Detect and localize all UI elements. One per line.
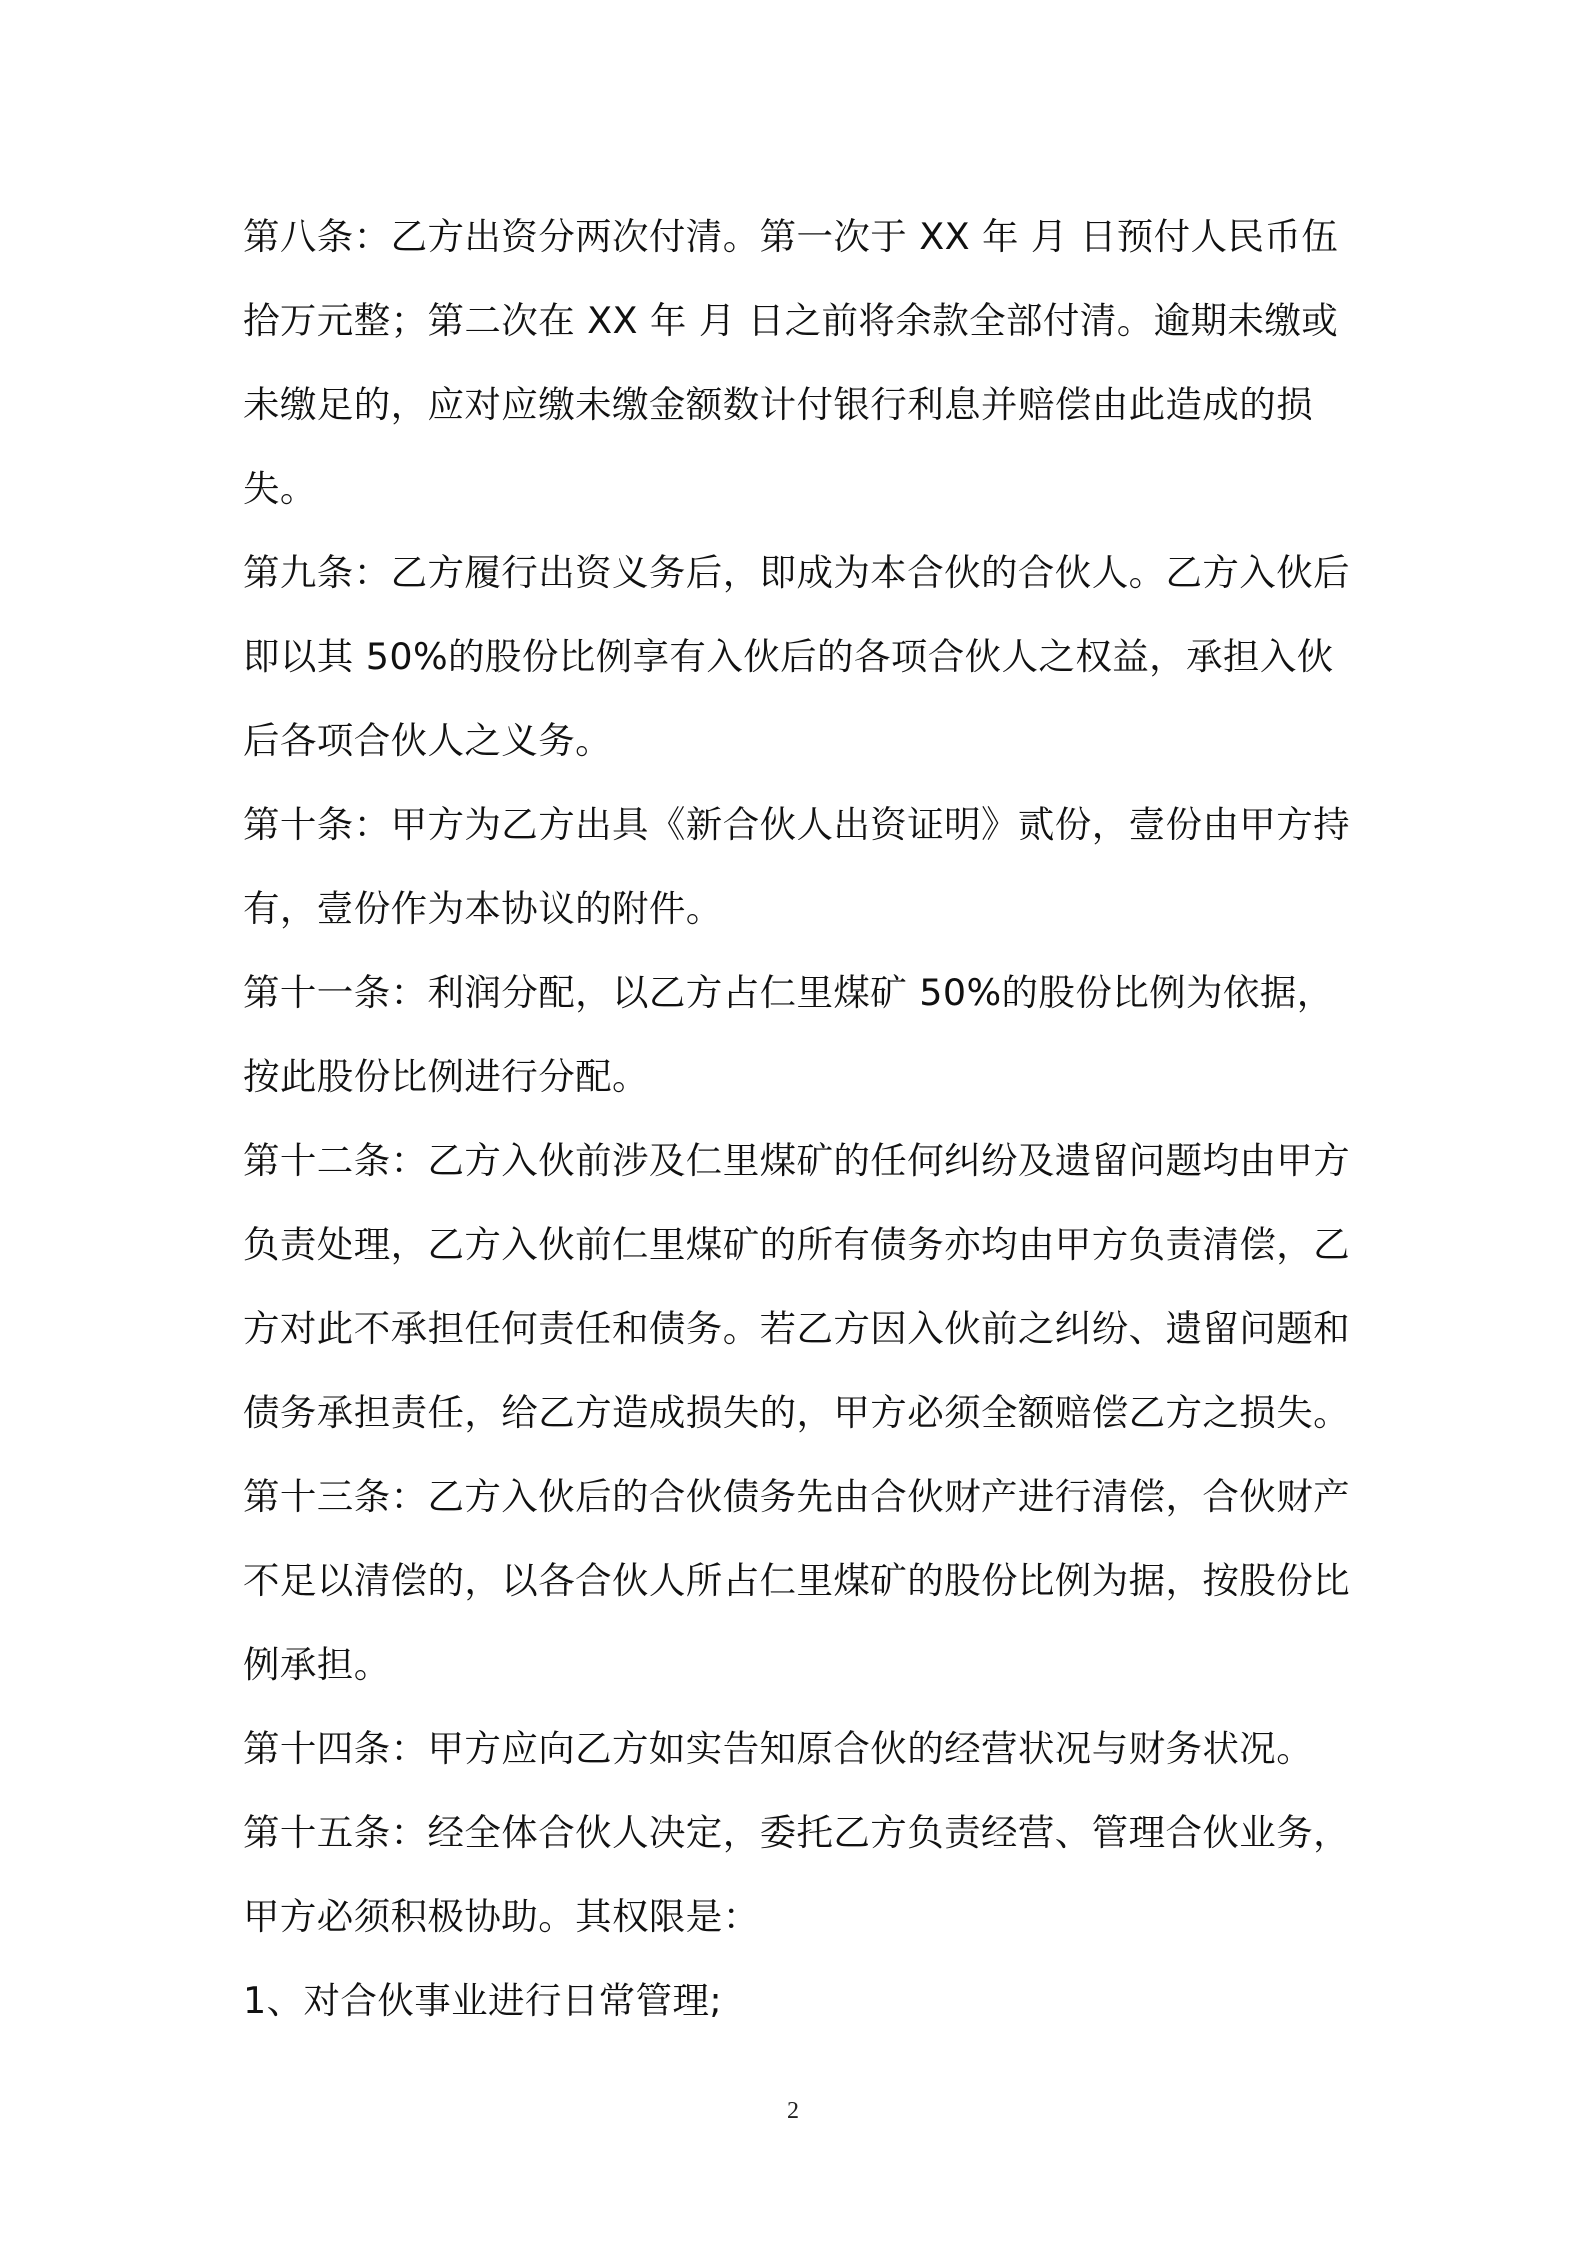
text-line: 1、对合伙事业进行日常管理; [243,1979,723,2022]
text-line: 第九条：乙方履行出资义务后，即成为本合伙的合伙人。乙方入伙后 [243,551,1350,594]
text-line: 按此股份比例进行分配。 [243,1055,649,1098]
text-line: 后各项合伙人之义务。 [243,719,612,762]
text-line: 有，壹份作为本协议的附件。 [243,887,723,930]
text-line: 即以其 50%的股份比例享有入伙后的各项合伙人之权益，承担入伙 [243,635,1334,678]
text-line: 第十三条：乙方入伙后的合伙债务先由合伙财产进行清偿，合伙财产 [243,1475,1350,1518]
text-line: 第八条：乙方出资分两次付清。第一次于 XX 年 月 日预付人民币伍 [243,215,1339,258]
text-line: 拾万元整；第二次在 XX 年 月 日之前将余款全部付清。逾期未缴或 [243,299,1339,342]
text-line: 第十二条：乙方入伙前涉及仁里煤矿的任何纠纷及遗留问题均由甲方 [243,1139,1350,1182]
text-line: 失。 [243,467,317,510]
text-line: 第十四条：甲方应向乙方如实告知原合伙的经营状况与财务状况。 [243,1727,1314,1770]
text-line: 方对此不承担任何责任和债务。若乙方因入伙前之纠纷、遗留问题和 [243,1307,1350,1350]
text-line: 例承担。 [243,1643,391,1686]
text-line: 第十一条：利润分配，以乙方占仁里煤矿 50%的股份比例为依据， [243,971,1334,1014]
text-line: 未缴足的，应对应缴未缴金额数计付银行利息并赔偿由此造成的损 [243,383,1314,426]
text-line: 不足以清偿的，以各合伙人所占仁里煤矿的股份比例为据，按股份比 [243,1559,1350,1602]
page-number: 2 [787,2098,799,2124]
text-line: 负责处理，乙方入伙前仁里煤矿的所有债务亦均由甲方负责清偿，乙 [243,1223,1350,1266]
text-line: 甲方必须积极协助。其权限是： [243,1895,760,1938]
text-line: 第十条：甲方为乙方出具《新合伙人出资证明》贰份，壹份由甲方持 [243,803,1350,846]
document-body [243,195,1363,2043]
text-line: 第十五条：经全体合伙人决定，委托乙方负责经营、管理合伙业务， [243,1811,1350,1854]
text-line: 债务承担责任，给乙方造成损失的，甲方必须全额赔偿乙方之损失。 [243,1391,1350,1434]
